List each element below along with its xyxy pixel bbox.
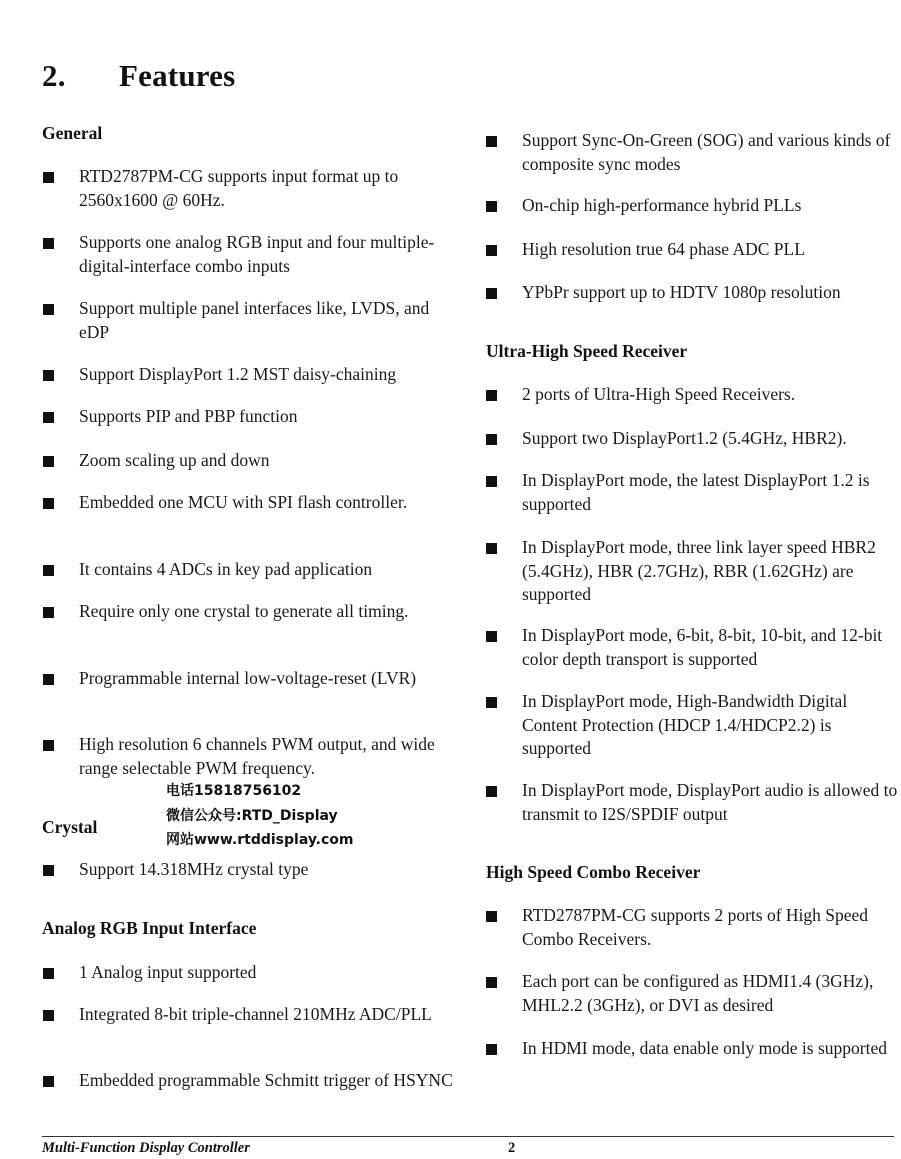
bullet-icon	[43, 865, 54, 876]
bullet-icon	[486, 977, 497, 988]
footer-title: Multi-Function Display Controller	[42, 1140, 250, 1156]
bullet-icon	[486, 786, 497, 797]
bullet-icon	[486, 245, 497, 256]
page-title	[42, 58, 235, 94]
watermark-website: 网站www.rtddisplay.com	[166, 832, 354, 848]
bullet-icon	[486, 911, 497, 922]
bullet-icon	[486, 697, 497, 708]
contact-watermark	[166, 779, 354, 853]
bullet-icon	[43, 456, 54, 467]
bullet-icon	[43, 607, 54, 618]
bullet-icon	[43, 498, 54, 509]
section-title: Features	[119, 58, 236, 93]
heading-analog-rgb: Analog RGB Input Interface	[42, 918, 257, 938]
section-number: 2.	[42, 58, 66, 93]
bullet-icon	[486, 288, 497, 299]
bullet-icon	[43, 304, 54, 315]
bullet-icon	[43, 412, 54, 423]
bullet-icon	[486, 631, 497, 642]
heading-ultra-high-speed: Ultra-High Speed Receiver	[486, 341, 688, 361]
bullet-icon	[43, 370, 54, 381]
footer-divider	[42, 1136, 894, 1137]
bullet-icon	[486, 201, 497, 212]
heading-general: General	[42, 123, 103, 143]
bullet-icon	[43, 172, 54, 183]
bullet-icon	[486, 476, 497, 487]
bullet-icon	[43, 674, 54, 685]
bullet-icon	[486, 136, 497, 147]
bullet-icon	[486, 434, 497, 445]
bullet-icon	[43, 968, 54, 979]
bullet-icon	[43, 238, 54, 249]
bullet-icon	[486, 1044, 497, 1055]
bullet-icon	[43, 740, 54, 751]
bullet-icon	[43, 1010, 54, 1021]
heading-high-speed-combo: High Speed Combo Receiver	[486, 862, 701, 882]
page-number: 2	[508, 1140, 516, 1156]
bullet-icon	[486, 543, 497, 554]
bullet-icon	[43, 1076, 54, 1087]
heading-crystal: Crystal	[42, 817, 98, 837]
watermark-wechat: 微信公众号:RTD_Display	[166, 807, 338, 824]
bullet-icon	[43, 565, 54, 576]
watermark-phone: 电话15818756102	[166, 783, 302, 799]
bullet-icon	[486, 390, 497, 401]
